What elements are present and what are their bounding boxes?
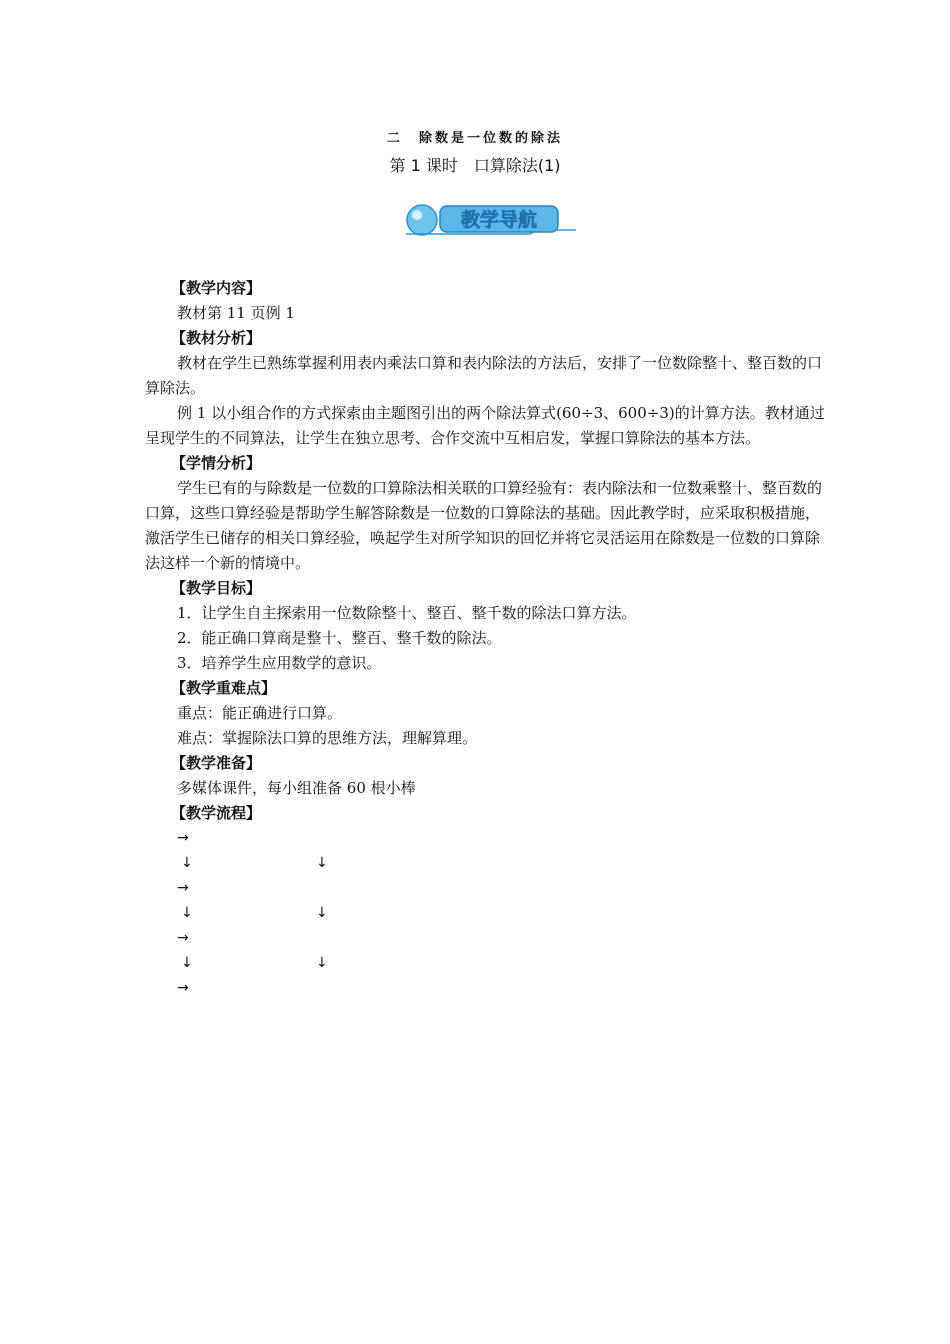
teaching-guide-badge — [400, 196, 580, 246]
down-arrow-icon: ↓ — [316, 955, 328, 971]
right-arrow-icon: → — [177, 880, 189, 896]
key-point: 重点：能正确进行口算。 — [177, 704, 343, 722]
down-arrow-icon: ↓ — [316, 855, 328, 871]
preparation-text: 多媒体课件，每小组准备 60 根小棒 — [177, 779, 416, 797]
student-analysis-paragraph: 学生已有的与除数是一位数的口算除法相关联的口算经验有：表内除法和一位数乘整十、整百数的口算，这些口算经验是帮助学生解答除数是一位数的口算除法的基础。因此教学时，应采取积极措施，激活学生已储存的相关口算经验，唤起学生对所学知识的回忆并将它灵活运用在除数是一位数的口算除法这样一个新的情境中。 — [145, 479, 823, 572]
flow-heading: 【教学流程】 — [171, 804, 262, 822]
analysis-paragraph-1: 教材在学生已熟练掌握利用表内乘法口算和表内除法的方法后，安排了一位数除整十、整百数的口算除法。 — [145, 354, 823, 397]
goal-item: 3．培养学生应用数学的意识。 — [177, 654, 382, 672]
badge-text: 教学导航 — [460, 209, 538, 231]
preparation-heading: 【教学准备】 — [171, 754, 262, 772]
teaching-flow — [145, 826, 825, 1001]
right-arrow-icon: → — [177, 930, 189, 946]
bubble-icon — [407, 205, 437, 235]
right-arrow-icon: → — [177, 830, 189, 846]
content-heading: 【教学内容】 — [171, 279, 262, 297]
down-arrow-icon: ↓ — [181, 855, 193, 871]
student-analysis-heading: 【学情分析】 — [171, 454, 262, 472]
analysis-heading: 【教材分析】 — [171, 329, 262, 347]
down-arrow-icon: ↓ — [181, 955, 193, 971]
lesson-title: 第 1 课时 口算除法(1) — [389, 156, 561, 175]
goal-item: 2．能正确口算商是整十、整百、整千数的除法。 — [177, 629, 502, 647]
lesson-content — [145, 276, 825, 1001]
content-text: 教材第 11 页例 1 — [177, 304, 295, 322]
goal-item: 1．让学生自主探索用一位数除整十、整百、整千数的除法口算方法。 — [177, 604, 637, 622]
analysis-paragraph-2: 例 1 以小组合作的方式探索由主题图引出的两个除法算式(60÷3、600÷3)的计算方法。教材通过呈现学生的不同算法，让学生在独立思考、合作交流中互相启发，掌握口算除法的基本方法。 — [145, 404, 825, 447]
down-arrow-icon: ↓ — [181, 905, 193, 921]
down-arrow-icon: ↓ — [316, 905, 328, 921]
goals-heading: 【教学目标】 — [171, 579, 262, 597]
difficult-point: 难点：掌握除法口算的思维方法，理解算理。 — [177, 729, 478, 747]
key-points-heading: 【教学重难点】 — [171, 679, 277, 697]
unit-title: 二 除数是一位数的除法 — [386, 131, 563, 146]
right-arrow-icon: → — [177, 980, 189, 996]
